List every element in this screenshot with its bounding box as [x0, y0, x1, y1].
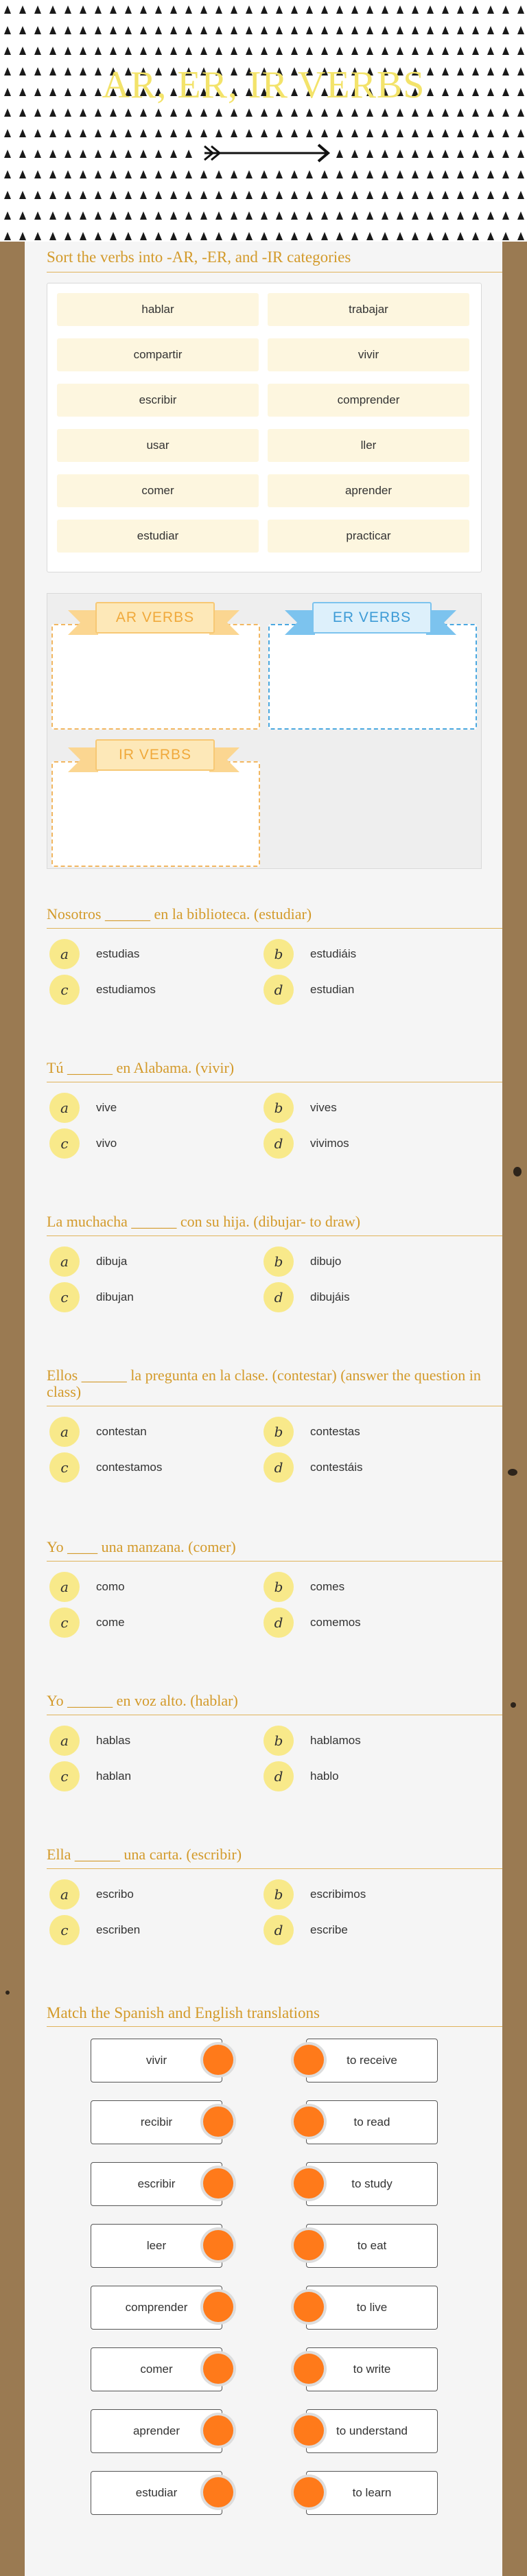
option-text: estudiáis: [310, 947, 357, 960]
verb-chip[interactable]: comer: [57, 474, 259, 507]
match-left-item: aprender: [91, 2409, 222, 2453]
answer-option[interactable]: [264, 1093, 337, 1123]
option-letter-badge: c: [49, 1128, 80, 1159]
match-right-item: to write: [306, 2347, 438, 2391]
option-text: hablan: [96, 1769, 132, 1783]
header-banner: [0, 0, 527, 242]
answer-option[interactable]: [49, 1282, 134, 1312]
match-left-item: escribir: [91, 2162, 222, 2206]
option-text: estudian: [310, 983, 355, 996]
match-section-title: Match the Spanish and English translations: [47, 2004, 320, 2021]
answer-option[interactable]: [49, 1246, 127, 1277]
question-prompt: Ellos ______ la pregunta en la clase. (contestar) (answer the question in class): [47, 1367, 481, 1400]
option-text: hablamos: [310, 1734, 361, 1747]
option-letter-badge: b: [264, 1572, 294, 1602]
answer-option[interactable]: [264, 1726, 361, 1756]
verb-chip[interactable]: hablar: [57, 293, 259, 326]
background-spot: [511, 1702, 516, 1708]
option-letter-badge: d: [264, 1915, 294, 1945]
option-letter-badge: b: [264, 939, 294, 969]
category-label-ir: IR VERBS: [95, 739, 215, 771]
option-text: vivimos: [310, 1137, 349, 1150]
question-prompt: Ella ______ una carta. (escribir): [47, 1846, 242, 1863]
answer-option[interactable]: [49, 1726, 130, 1756]
option-letter-badge: c: [49, 975, 80, 1005]
option-letter-badge: c: [49, 1282, 80, 1312]
category-area: [47, 593, 482, 869]
divider: [47, 928, 502, 929]
match-connector-dot[interactable]: [203, 2354, 233, 2384]
worksheet: [25, 242, 502, 2576]
answer-option[interactable]: [264, 1128, 349, 1159]
option-letter-badge: a: [49, 1726, 80, 1756]
match-right-item: to understand: [306, 2409, 438, 2453]
answer-option[interactable]: [264, 1915, 348, 1945]
match-connector-dot[interactable]: [203, 2477, 233, 2507]
match-connector-dot[interactable]: [203, 2168, 233, 2198]
match-left-item: vivir: [91, 2039, 222, 2082]
option-letter-badge: c: [49, 1915, 80, 1945]
verb-chip[interactable]: comprender: [268, 384, 469, 417]
answer-option[interactable]: [49, 1761, 131, 1791]
answer-option[interactable]: [264, 1282, 350, 1312]
option-text: vivo: [96, 1137, 117, 1150]
question-prompt: Yo ____ una manzana. (comer): [47, 1538, 236, 1555]
answer-option[interactable]: [49, 1608, 125, 1638]
option-text: contestan: [96, 1425, 147, 1438]
match-connector-dot[interactable]: [203, 2292, 233, 2322]
match-connector-dot[interactable]: [294, 2107, 324, 2137]
dropzone-er[interactable]: [268, 624, 477, 730]
verb-chip[interactable]: escribir: [57, 384, 259, 417]
match-left-item: estudiar: [91, 2471, 222, 2515]
match-left-item: leer: [91, 2224, 222, 2268]
answer-option[interactable]: [264, 939, 356, 969]
verb-chip[interactable]: usar: [57, 429, 259, 462]
option-letter-badge: a: [49, 1093, 80, 1123]
answer-option[interactable]: [264, 1879, 366, 1910]
option-letter-badge: d: [264, 1282, 294, 1312]
divider: [47, 2026, 502, 2027]
option-text: hablas: [96, 1734, 131, 1747]
match-left-item: comer: [91, 2347, 222, 2391]
verb-chip[interactable]: estudiar: [57, 520, 259, 553]
option-text: contestas: [310, 1425, 360, 1438]
option-text: dibujo: [310, 1255, 342, 1268]
option-text: dibuja: [96, 1255, 128, 1268]
option-text: vive: [96, 1101, 117, 1114]
category-label-ar: AR VERBS: [95, 602, 215, 634]
answer-option[interactable]: [264, 1761, 339, 1791]
option-letter-badge: b: [264, 1246, 294, 1277]
match-left-item: recibir: [91, 2100, 222, 2144]
match-connector-dot[interactable]: [294, 2354, 324, 2384]
option-letter-badge: d: [264, 975, 294, 1005]
verb-chip[interactable]: ller: [268, 429, 469, 462]
option-letter-badge: b: [264, 1417, 294, 1447]
verb-chip[interactable]: compartir: [57, 338, 259, 371]
option-text: estudias: [96, 947, 140, 960]
option-text: come: [96, 1616, 125, 1629]
question-prompt: La muchacha ______ con su hija. (dibujar- to draw): [47, 1213, 361, 1230]
option-text: comes: [310, 1580, 345, 1593]
verb-chip[interactable]: aprender: [268, 474, 469, 507]
option-text: vives: [310, 1101, 337, 1114]
match-right-item: to read: [306, 2100, 438, 2144]
option-letter-badge: c: [49, 1452, 80, 1483]
page-title: AR, ER, IR VERBS: [102, 64, 425, 106]
divider: [47, 1235, 502, 1236]
option-letter-badge: a: [49, 1246, 80, 1277]
answer-option[interactable]: [264, 1417, 360, 1447]
dropzone-ar[interactable]: [51, 624, 260, 730]
answer-option[interactable]: [264, 1452, 363, 1483]
match-connector-dot[interactable]: [294, 2292, 324, 2322]
option-text: escribo: [96, 1888, 134, 1901]
match-left-item: comprender: [91, 2286, 222, 2330]
match-connector-dot[interactable]: [294, 2477, 324, 2507]
option-text: contestáis: [310, 1461, 363, 1474]
verb-chip[interactable]: vivir: [268, 338, 469, 371]
ribbon-ir: [68, 735, 239, 776]
triangle-pattern: [0, 0, 527, 242]
option-text: dibujan: [96, 1290, 134, 1303]
answer-option[interactable]: [264, 1246, 341, 1277]
option-text: como: [96, 1580, 125, 1593]
match-connector-dot[interactable]: [294, 2415, 324, 2446]
question-prompt: Nosotros ______ en la biblioteca. (estudiar): [47, 905, 312, 923]
option-letter-badge: a: [49, 1879, 80, 1910]
option-letter-badge: d: [264, 1761, 294, 1791]
match-connector-dot[interactable]: [203, 2415, 233, 2446]
option-letter-badge: b: [264, 1093, 294, 1123]
verb-chip[interactable]: trabajar: [268, 293, 469, 326]
answer-option[interactable]: [49, 939, 139, 969]
option-text: contestamos: [96, 1461, 163, 1474]
option-text: escribe: [310, 1923, 348, 1936]
option-text: comemos: [310, 1616, 361, 1629]
option-text: escriben: [96, 1923, 141, 1936]
divider: [47, 1868, 502, 1869]
verb-sort-bank: [47, 283, 482, 572]
ribbon-er: [285, 598, 456, 639]
answer-option[interactable]: [264, 1572, 344, 1602]
category-label-er: ER VERBS: [312, 602, 432, 634]
answer-option[interactable]: [264, 1608, 361, 1638]
option-letter-badge: b: [264, 1726, 294, 1756]
verb-chip[interactable]: practicar: [268, 520, 469, 553]
match-connector-dot[interactable]: [294, 2045, 324, 2075]
sort-section-title: Sort the verbs into -AR, -ER, and -IR categories: [47, 248, 351, 266]
answer-option[interactable]: [49, 1452, 162, 1483]
match-right-item: to receive: [306, 2039, 438, 2082]
match-right-item: to study: [306, 2162, 438, 2206]
arrow-icon: [198, 139, 335, 167]
option-text: dibujáis: [310, 1290, 350, 1303]
answer-option[interactable]: [49, 1572, 125, 1602]
background-spot: [508, 1469, 517, 1476]
answer-option[interactable]: [49, 975, 156, 1005]
match-connector-dot[interactable]: [203, 2107, 233, 2137]
question-prompt: Yo ______ en voz alto. (hablar): [47, 1692, 238, 1709]
question-prompt: Tú ______ en Alabama. (vivir): [47, 1059, 235, 1076]
option-letter-badge: a: [49, 1417, 80, 1447]
match-right-item: to learn: [306, 2471, 438, 2515]
answer-option[interactable]: [49, 1417, 147, 1447]
answer-option[interactable]: [49, 1915, 140, 1945]
answer-option[interactable]: [264, 975, 354, 1005]
option-letter-badge: a: [49, 1572, 80, 1602]
match-right-item: to live: [306, 2286, 438, 2330]
option-letter-badge: b: [264, 1879, 294, 1910]
dropzone-ir[interactable]: [51, 761, 260, 867]
option-letter-badge: d: [264, 1608, 294, 1638]
answer-option[interactable]: [49, 1879, 134, 1910]
option-letter-badge: c: [49, 1761, 80, 1791]
match-right-item: to eat: [306, 2224, 438, 2268]
match-connector-dot[interactable]: [203, 2230, 233, 2260]
match-connector-dot[interactable]: [294, 2168, 324, 2198]
option-text: estudiamos: [96, 983, 156, 996]
option-letter-badge: d: [264, 1128, 294, 1159]
divider: [47, 1561, 502, 1562]
option-letter-badge: c: [49, 1608, 80, 1638]
option-letter-badge: d: [264, 1452, 294, 1483]
answer-option[interactable]: [49, 1093, 117, 1123]
answer-option[interactable]: [49, 1128, 117, 1159]
background-spot: [513, 1167, 522, 1176]
option-text: escribimos: [310, 1888, 366, 1901]
option-letter-badge: a: [49, 939, 80, 969]
option-text: hablo: [310, 1769, 339, 1783]
match-connector-dot[interactable]: [203, 2045, 233, 2075]
match-connector-dot[interactable]: [294, 2230, 324, 2260]
background-spot: [5, 1991, 10, 1995]
ribbon-ar: [68, 598, 239, 639]
